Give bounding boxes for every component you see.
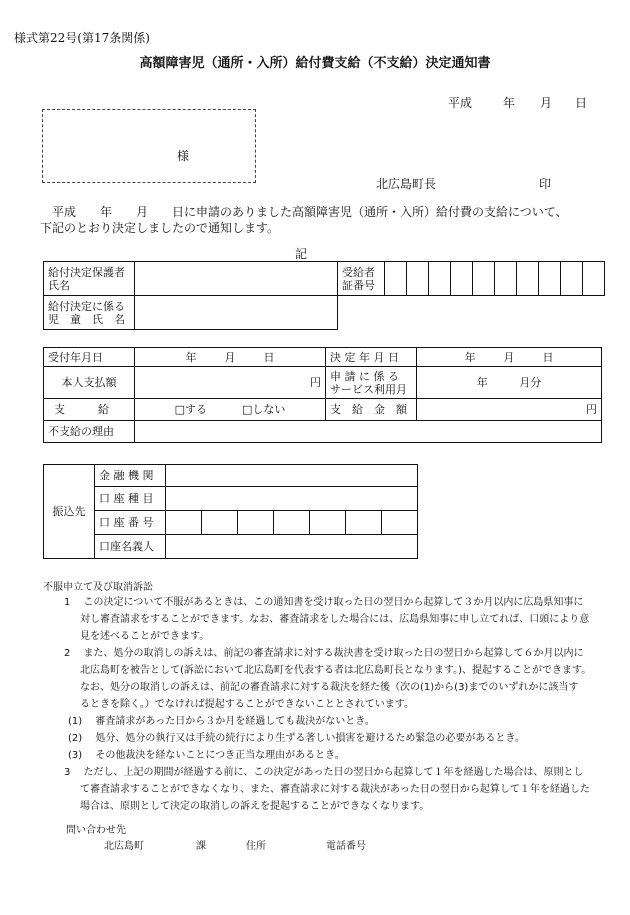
date-era: 平成 — [448, 96, 473, 110]
contact-section: 課 — [196, 841, 206, 852]
recipient-table — [43, 261, 605, 296]
account-digit[interactable] — [346, 511, 382, 535]
issuer-seal: 印 — [539, 177, 552, 191]
contact-label: 問い合わせ先 — [66, 825, 126, 836]
bank-row-label: 金 融 機 関 — [95, 465, 166, 487]
issuer-name: 北広島町長 — [376, 177, 437, 191]
child-table — [43, 295, 338, 330]
recipient-suffix: 様 — [177, 149, 190, 163]
notes-body: 1 この決定について不服があるときは、この通知書を受け取った日の翌日から起算して３か月以内に広島県知事に 対し審査請求をすることができます。なお、審査請求をした場合には、広島県知事に申し立てれば、口頭により意 見を述べることができます。 2 また、処分の取消しの訴えは、前記の審査請求に対する裁決書を受け取った日の翌日から起算して６か月以内に 北広島町を被告として(訴訟において北広島町を代表する者は北広島町長となります。)、提起することができます。 なお、処分の取消しの訴えは、前記の審査請求に対する裁決を経た後（次の(1)から(3)までのいずれかに該当す るときを除く。）でなければ提起することができないこととされています。 (1) 審査請求があった日から３か月を経過しても裁決がないとき。 (2) 処分、処分の執行又は手続の続行により生ずる著しい損害を避けるため緊急の必要があるとき。 (3) その他裁決を経ないことにつき正当な理由があるとき。 3 ただし、上記の期間が経過する前に、この決定があった日の翌日から起算して１年を経過した場合は、原則とし て審査請求することができなくなり、また、審査請求に対する裁決があった日の翌日から起算して１年を経過した 場合は、原則として決定の取消しの訴えを提起することができなくなります。 — [64, 597, 592, 812]
cert-digit[interactable] — [561, 262, 583, 296]
received-date-field[interactable]: 年 月 日 — [135, 348, 326, 367]
guardian-name-field[interactable] — [135, 262, 338, 296]
cert-digit[interactable] — [539, 262, 561, 296]
cert-label: 受給者 証番号 — [338, 262, 385, 296]
pay-amount-field[interactable]: 円 — [417, 399, 602, 421]
child-label: 給付決定に係る 児 童 氏 名 — [44, 296, 135, 330]
cert-digit[interactable] — [495, 262, 517, 296]
cert-digit[interactable] — [517, 262, 539, 296]
received-date-label: 受付年月日 — [44, 348, 135, 367]
pay-yes-checkbox[interactable]: □する — [174, 403, 208, 416]
bank-row-label: 口座名義人 — [95, 535, 166, 559]
service-month-label: 申 請 に 係 る サービス利用月 — [326, 367, 417, 399]
ki-label: 記 — [295, 247, 308, 261]
cert-digit[interactable] — [407, 262, 429, 296]
guardian-label: 給付決定保護者 氏名 — [44, 262, 135, 296]
intro-line-2: 下記のとおり決定しましたので通知します。 — [40, 221, 280, 235]
service-month-field[interactable]: 年 月分 — [417, 367, 602, 399]
payment-label: 支 給 — [44, 399, 135, 421]
account-type-field[interactable] — [166, 487, 418, 511]
bank-row-label: 口 座 番 号 — [95, 511, 166, 535]
account-digit[interactable] — [202, 511, 238, 535]
recipient-address-box — [42, 109, 256, 183]
account-digit[interactable] — [238, 511, 274, 535]
account-digit[interactable] — [382, 511, 418, 535]
form-number: 様式第22号(第17条関係) — [14, 31, 150, 45]
intro-line-1: 平成 年 月 日に申請のありました高額障害児（通所・入所）給付費の支給について、 — [52, 205, 568, 219]
decision-date-field[interactable]: 年 月 日 — [417, 348, 602, 367]
date-day: 日 — [575, 96, 588, 110]
bank-row-label: 口 座 種 目 — [95, 487, 166, 511]
cert-digit[interactable] — [385, 262, 407, 296]
document-title: 高額障害児（通所・入所）給付費支給（不支給）決定通知書 — [139, 56, 491, 71]
date-year: 年 — [503, 96, 516, 110]
cert-digit[interactable] — [583, 262, 605, 296]
reason-label: 不支給の理由 — [44, 421, 135, 443]
notes-heading: 不服申立て及び取消訴訟 — [43, 582, 153, 593]
contact-town: 北広島町 — [104, 841, 144, 852]
bank-header: 振込先 — [44, 465, 95, 559]
child-name-field[interactable] — [135, 296, 338, 330]
account-digit[interactable] — [166, 511, 202, 535]
cert-digit[interactable] — [473, 262, 495, 296]
reason-field[interactable] — [135, 421, 602, 443]
contact-address: 住所 — [246, 841, 266, 852]
cert-digit[interactable] — [451, 262, 473, 296]
self-pay-label: 本人支払額 — [44, 367, 135, 399]
pay-no-checkbox[interactable]: □しない — [241, 403, 286, 416]
account-holder-field[interactable] — [166, 535, 418, 559]
bank-table — [43, 464, 418, 559]
self-pay-field[interactable]: 円 — [135, 367, 326, 399]
pay-amount-label: 支 給 金 額 — [326, 399, 417, 421]
payment-choice — [135, 399, 326, 421]
account-digit[interactable] — [310, 511, 346, 535]
bank-name-field[interactable] — [166, 465, 418, 487]
decision-table — [43, 347, 602, 443]
cert-digit[interactable] — [429, 262, 451, 296]
account-digit[interactable] — [274, 511, 310, 535]
date-month: 月 — [540, 96, 553, 110]
decision-date-label: 決 定 年 月 日 — [326, 348, 417, 367]
contact-phone: 電話番号 — [326, 841, 366, 852]
